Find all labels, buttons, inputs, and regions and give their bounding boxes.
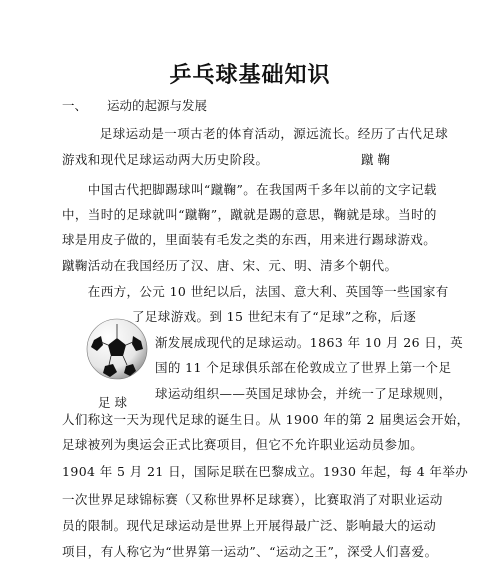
paragraph-line: 项目，有人称它为“世界第一运动”、“运动之王”，深受人们喜爱。	[62, 544, 438, 559]
section-number: 一、	[62, 98, 88, 113]
paragraph-line: 足球运动是一项古老的体育活动，源远流长。经历了古代足球	[74, 126, 449, 141]
paragraph-line: 在西方，公元 10 世纪以后，法国、意大利、英国等一些国家有	[62, 284, 449, 299]
paragraph-line: 国的 11 个足球俱乐部在伦敦成立了世界上第一个足	[155, 360, 452, 375]
paragraph-line: 了足球游戏。到 15 世纪末有了“足球”之称，后逐	[132, 309, 417, 324]
paragraph-line: 游戏和现代足球运动两大历史阶段。	[62, 152, 269, 167]
soccer-caption: 足 球	[98, 395, 127, 410]
paragraph-line: 中，当时的足球就叫“蹴鞠”，蹴就是踢的意思，鞠就是球。当时的	[62, 207, 437, 222]
paragraph-line: 足球被列为奥运会正式比赛项目，但它不允许职业运动员参加。	[62, 437, 424, 452]
paragraph-line: 渐发展成现代的足球运动。1863 年 10 月 26 日，英	[155, 335, 463, 350]
paragraph-line: 球是用皮子做的，里面装有毛发之类的东西，用来进行踢球游戏。	[62, 232, 437, 247]
section-heading	[62, 96, 207, 114]
paragraph-line: 球运动组织——英国足球协会，并统一了足球规则，	[155, 386, 452, 401]
paragraph-line: 人们称这一天为现代足球的诞生日。从 1900 年的第 2 届奥运会开始，	[62, 412, 470, 427]
paragraph-line: 1904 年 5 月 21 日，国际足联在巴黎成立。1930 年起，每 4 年举办	[62, 464, 469, 479]
soccer-ball-image	[86, 318, 148, 380]
paragraph-line: 中国古代把脚踢球叫“蹴鞠”。在我国两千多年以前的文字记载	[62, 182, 437, 197]
paragraph-line: 蹴鞠活动在我国经历了汉、唐、宋、元、明、清多个朝代。	[62, 258, 398, 273]
page-title: 乒乓球基础知识	[169, 62, 331, 88]
cuju-caption: 蹴 鞠	[361, 152, 390, 167]
paragraph-line: 员的限制。现代足球运动是世界上开展得最广泛、影响最大的运动	[62, 518, 437, 533]
paragraph-line: 一次世界足球锦标赛（又称世界杯足球赛），比赛取消了对职业运动	[62, 492, 443, 507]
section-title: 运动的起源与发展	[107, 98, 208, 113]
